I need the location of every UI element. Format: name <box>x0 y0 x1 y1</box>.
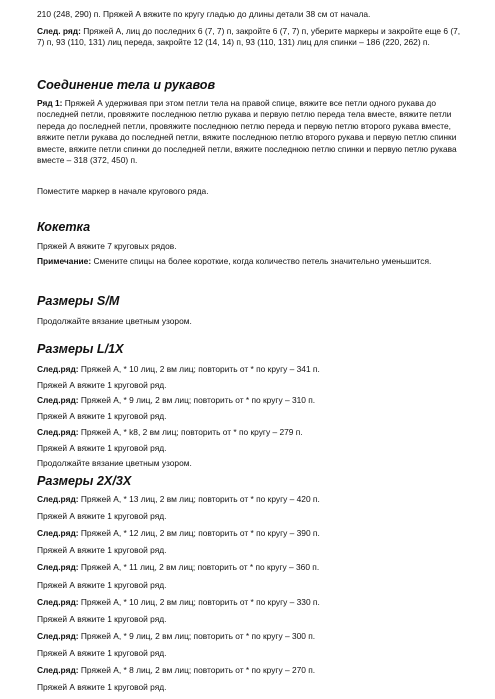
row1-label: Ряд 1: <box>37 98 63 108</box>
row-text: Пряжей А вяжите 1 круговой ряд. <box>37 379 167 390</box>
instruction-row <box>37 528 320 539</box>
instruction-row <box>37 545 166 556</box>
row-text: Пряжей А вяжите 1 круговой ряд. <box>37 647 167 658</box>
row-label: След.ряд: <box>37 395 79 406</box>
row-text: Пряжей А, * 13 лиц, 2 вм лиц; повторить от * по кругу – 420 п. <box>80 494 320 504</box>
instruction-row <box>37 682 166 693</box>
instruction-row <box>37 458 192 469</box>
instruction-row <box>37 427 303 438</box>
next-row-label: След. ряд: <box>37 26 81 36</box>
row-text: Пряжей А вяжите 1 круговой ряд. <box>37 579 167 590</box>
row-text: Пряжей А, * 10 лиц, 2 вм лиц; повторить от * по кругу – 330 п. <box>80 596 320 607</box>
instruction-row <box>37 562 319 573</box>
row-text: Пряжей А, * 12 лиц, 2 вм лиц; повторить от * по кругу – 390 п. <box>80 528 320 539</box>
row-text: Пряжей А, * 9 лиц, 2 вм лиц; повторить от * по кругу – 300 п. <box>80 630 316 641</box>
row-label: След.ряд: <box>37 630 79 641</box>
intro-line: 210 (248, 290) п. Пряжей А вяжите по кругу гладью до длины детали 38 см от начала. <box>37 9 371 19</box>
instruction-row <box>37 395 315 406</box>
row-text: Пряжей А вяжите 1 круговой ряд. <box>37 511 167 522</box>
row-label: След.ряд: <box>37 528 79 539</box>
instruction-row <box>37 597 320 608</box>
yoke-note <box>37 256 462 267</box>
row-text: Пряжей А, * 10 лиц, 2 вм лиц; повторить от * по кругу – 341 п. <box>80 364 320 374</box>
row-text: Пряжей А вяжите 1 круговой ряд. <box>37 545 167 556</box>
intro-next-row <box>37 26 462 49</box>
instruction-row <box>37 511 166 522</box>
join-row1 <box>37 98 462 166</box>
instruction-row <box>37 380 166 391</box>
row1-text: Пряжей А удерживая при этом петли тела на правой спице, вяжите все петли одного рукава до последней петли, провяжите последнюю петлю рукава и первую петлю переда тела вместе, вяжите петли переда до последней петли, провяжите последнюю петлю переда и первую петлю второго рукава вместе, вяжите петли рукава до последней петли, вяжите последнюю петлю второго рукава и первую петлю спинки вместе, вяжите петли спинки до последней петли, вяжите последнюю петлю спинки и первую петлю рукава вместе – 318 (372, 450) п. <box>37 98 457 166</box>
instruction-row <box>37 580 166 591</box>
instruction-row <box>37 631 315 642</box>
row-label: След.ряд: <box>37 596 79 607</box>
next-row-text: Пряжей А, лиц до последних 6 (7, 7) п, закройте 6 (7, 7) п, уберите маркеры и закройте еще 6 (7, 7) п, 93 (110, 131) лиц переда, закройте 12 (14, 14) п, 93 (110, 131) лиц для спинки – 186 (220, 262) п. <box>37 26 461 48</box>
row-text: Продолжайте вязание цветным узором. <box>37 458 192 469</box>
row-label: След.ряд: <box>37 494 79 504</box>
row-text: Пряжей А вяжите 1 круговой ряд. <box>37 442 167 453</box>
row-text: Пряжей А вяжите 1 круговой ряд. <box>37 613 167 624</box>
instruction-row <box>37 411 166 422</box>
note-text: Смените спицы на более короткие, когда количество петель значительно уменьшится. <box>93 256 432 266</box>
section-title-join: Соединение тела и рукавов <box>37 78 216 92</box>
row-label: След.ряд: <box>37 426 79 437</box>
section-title-size-2x3x: Размеры 2X/3X <box>37 474 132 488</box>
row-text: Пряжей А, * k8, 2 вм лиц; повторить от * по кругу – 279 п. <box>80 426 303 437</box>
note-label: Примечание: <box>37 256 92 266</box>
size-sm-line: Продолжайте вязание цветным узором. <box>37 316 192 326</box>
instruction-row <box>37 614 166 625</box>
row-text: Пряжей А вяжите 1 круговой ряд. <box>37 682 167 693</box>
row-label: След.ряд: <box>37 562 79 573</box>
row-text: Пряжей А, * 11 лиц, 2 вм лиц; повторить от * по кругу – 360 п. <box>80 562 320 573</box>
instruction-row <box>37 494 320 505</box>
section-title-size-sm: Размеры S/M <box>37 294 120 308</box>
section-title-size-l1x: Размеры L/1X <box>37 342 124 356</box>
instruction-row <box>37 364 320 375</box>
section-title-yoke: Кокетка <box>37 220 91 234</box>
instruction-row <box>37 443 166 454</box>
yoke-line: Пряжей А вяжите 7 круговых рядов. <box>37 241 177 251</box>
marker-note: Поместите маркер в начале кругового ряда. <box>37 186 209 196</box>
row-text: Пряжей А вяжите 1 круговой ряд. <box>37 411 167 422</box>
row-text: Пряжей А, * 9 лиц, 2 вм лиц; повторить от * по кругу – 310 п. <box>80 395 316 406</box>
row-label: След.ряд: <box>37 665 79 675</box>
row-text: Пряжей А, * 8 лиц, 2 вм лиц; повторить от * по кругу – 270 п. <box>80 665 316 675</box>
instruction-row <box>37 648 166 659</box>
instruction-row <box>37 665 315 676</box>
row-label: След.ряд: <box>37 364 79 374</box>
